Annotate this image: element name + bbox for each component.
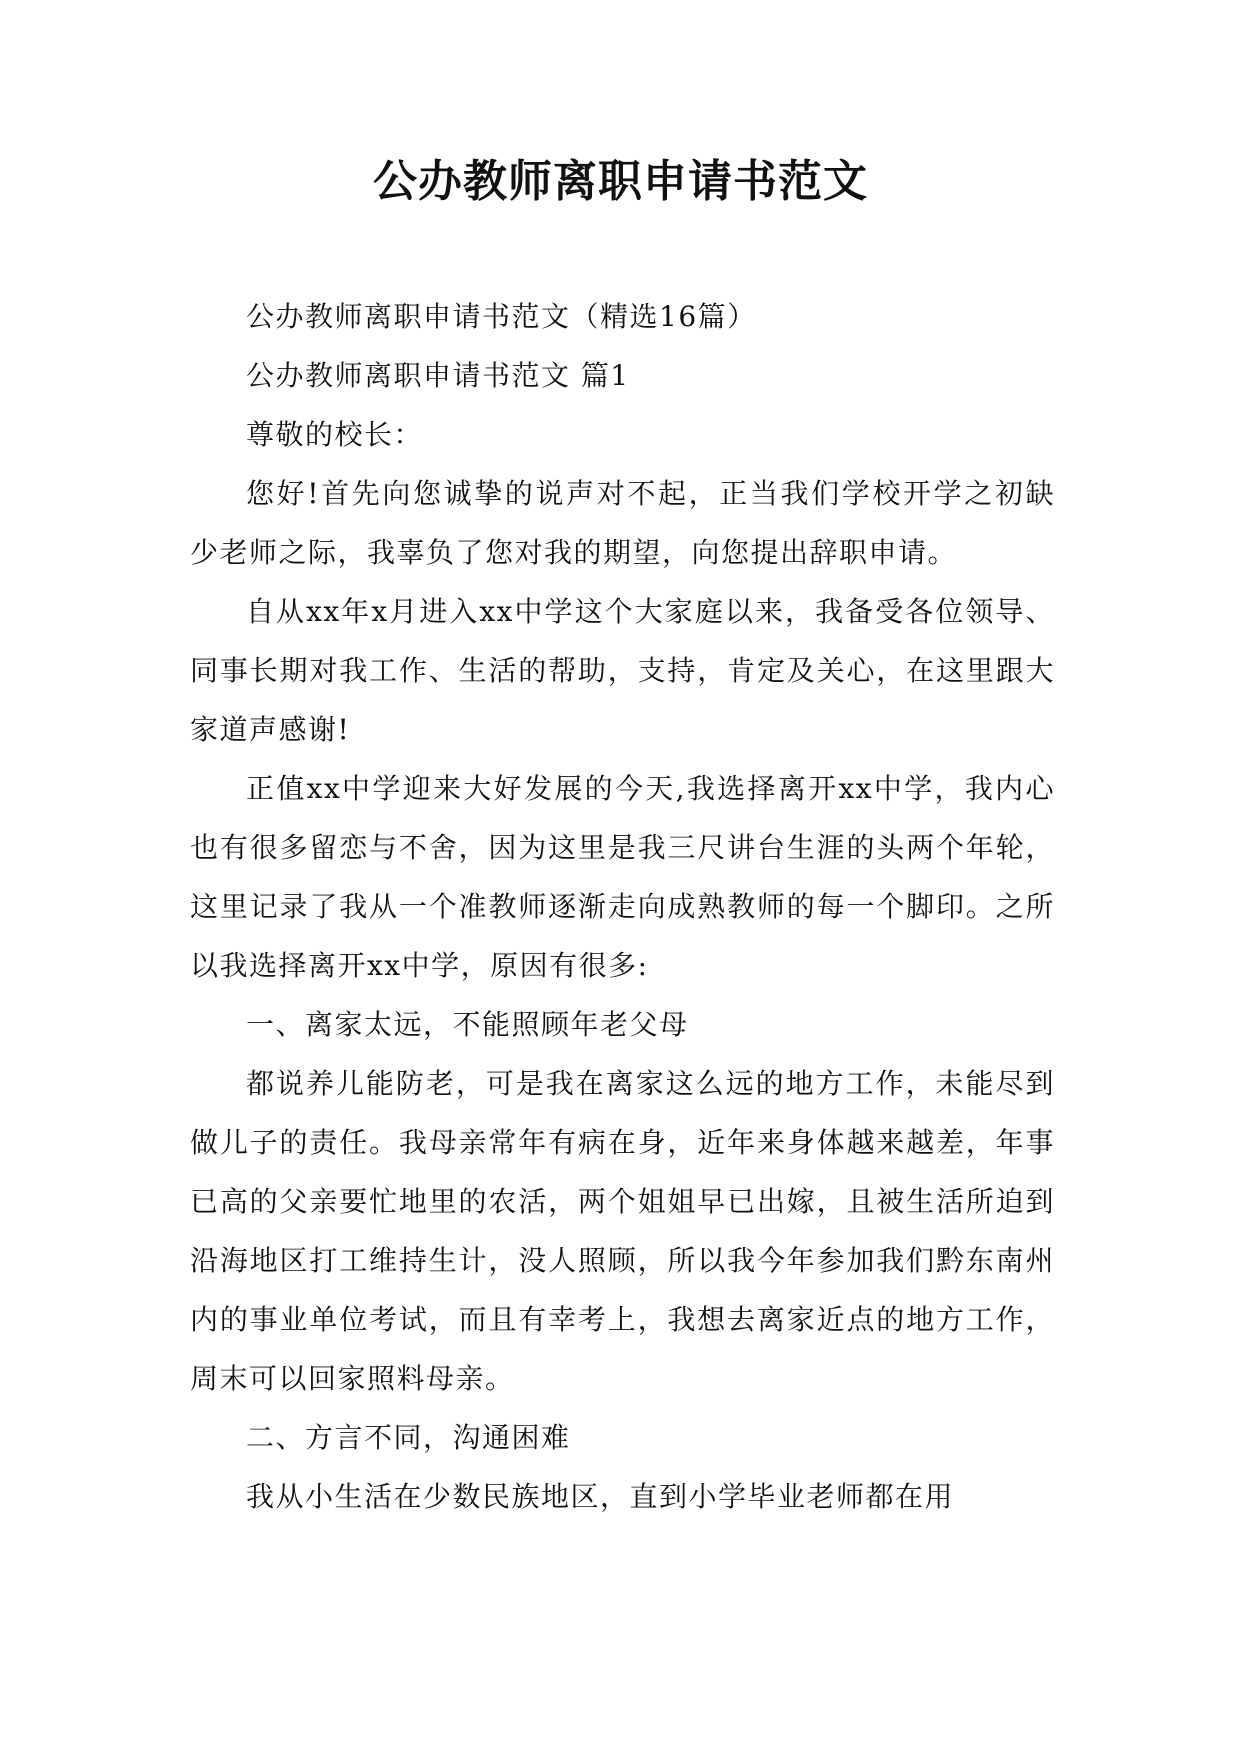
paragraph: 我从小生活在少数民族地区，直到小学毕业老师都在用 (246, 1480, 955, 1513)
document-body (190, 287, 1055, 1526)
paragraph: 都说养儿能防老，可是我在离家这么远的地方工作，未能尽到做儿子的责任。我母亲常年有病在身，近年来身体越来越差，年事已高的父亲要忙地里的农活，两个姐姐早已出嫁，且被生活所迫到沿海地区打工维持生计，没人照顾，所以我今年参加我们黔东南州内的事业单位考试，而且有幸考上，我想去离家近点的地方工作，周末可以回家照料母亲。 (190, 1067, 1055, 1395)
paragraph: 自从xx年x月进入xx中学这个大家庭以来，我备受各位领导、同事长期对我工作、生活的帮助，支持，肯定及关心，在这里跟大家道声感谢! (190, 595, 1055, 746)
paragraph-section-heading: 公办教师离职申请书范文 篇1 (246, 359, 630, 392)
paragraph-point-heading: 一、离家太远，不能照顾年老父母 (246, 1008, 689, 1041)
paragraph: 正值xx中学迎来大好发展的今天,我选择离开xx中学，我内心也有很多留恋与不舍，因为这里是我三尺讲台生涯的头两个年轮，这里记录了我从一个准教师逐渐走向成熟教师的每一个脚印。之所以我选择离开xx中学，原因有很多: (190, 772, 1055, 982)
page-title: 公办教师离职申请书范文 (373, 156, 868, 207)
paragraph: 您好!首先向您诚挚的说声对不起，正当我们学校开学之初缺少老师之际，我辜负了您对我的期望，向您提出辞职申请。 (190, 477, 1055, 569)
paragraph-point-heading: 二、方言不同，沟通困难 (246, 1421, 571, 1454)
paragraph-subtitle: 公办教师离职申请书范文（精选16篇） (246, 300, 757, 333)
paragraph-salutation: 尊敬的校长： (246, 418, 424, 451)
